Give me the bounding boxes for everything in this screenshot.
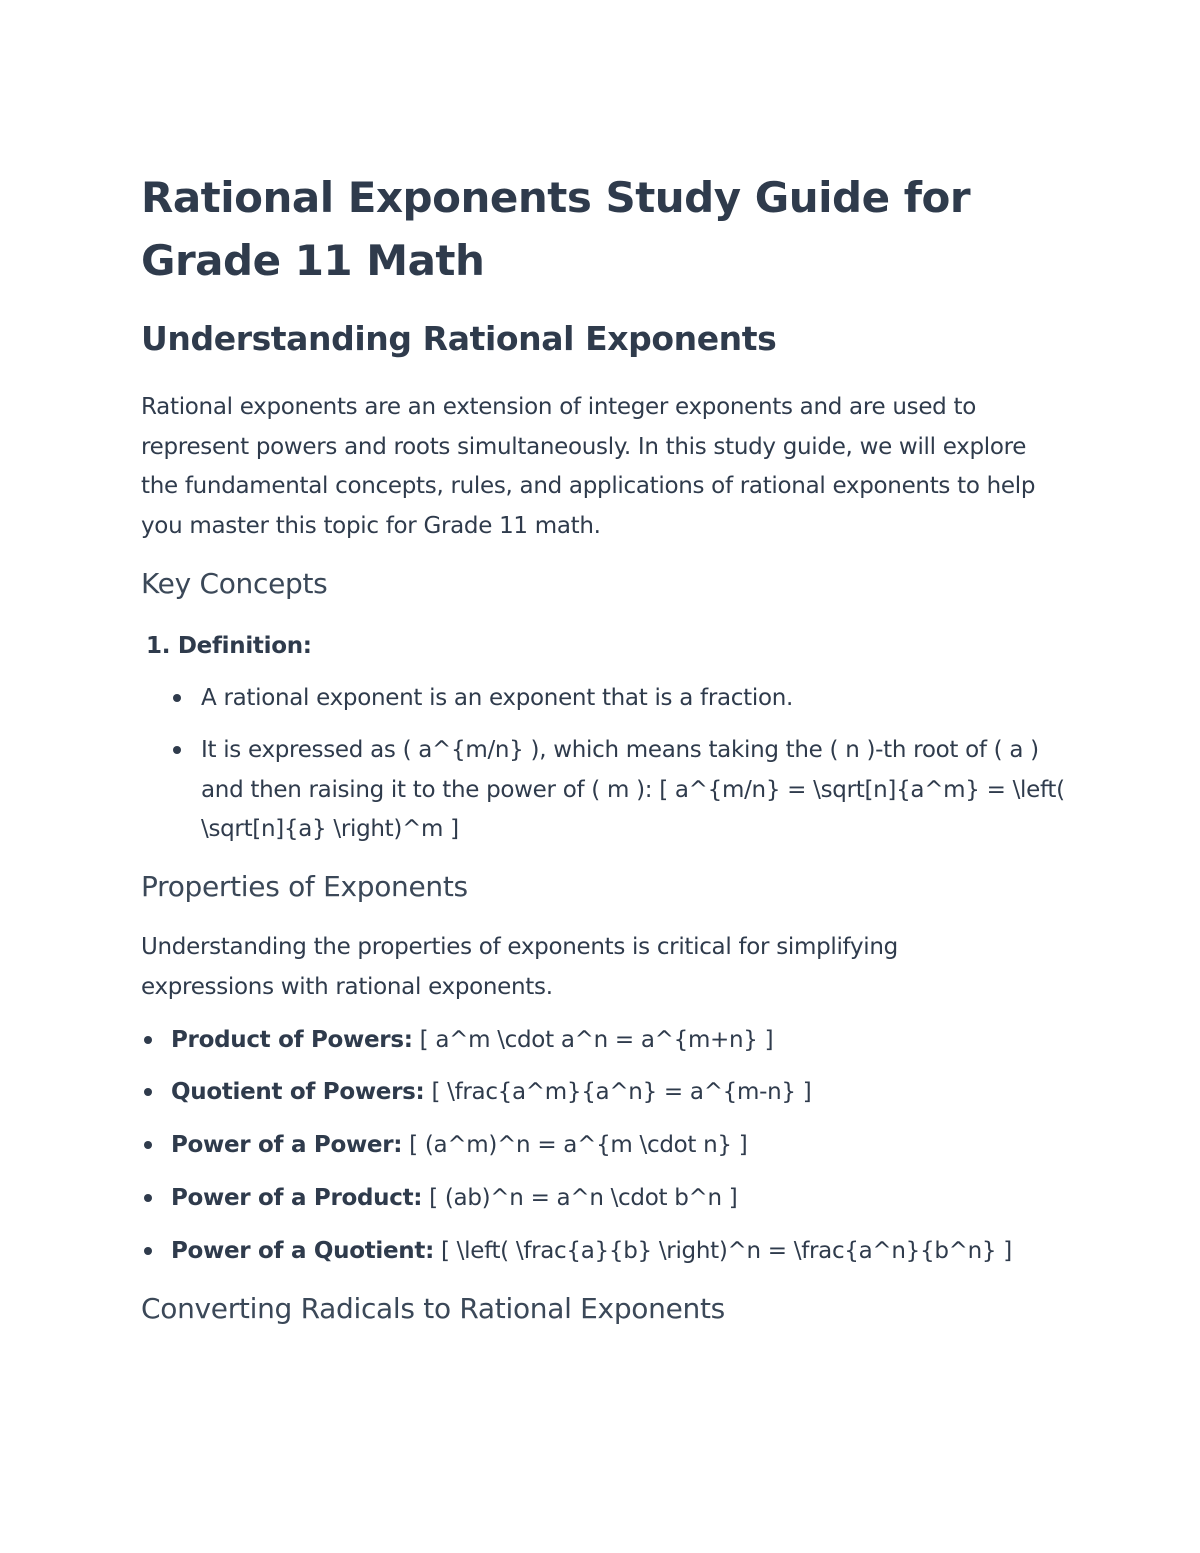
- property-item: [171, 1178, 737, 1218]
- bullet-icon: [144, 1036, 152, 1044]
- definition-label: Definition:: [177, 633, 312, 659]
- property-formula: [ \left( \frac{a}{b} \right)^n = \frac{a^n}{b^n} ]: [433, 1238, 1012, 1264]
- converting-heading: Converting Radicals to Rational Exponents: [141, 1292, 725, 1325]
- bullet-icon: [144, 1141, 152, 1149]
- bullet-icon: [173, 694, 181, 702]
- property-label: Product of Powers:: [171, 1027, 413, 1053]
- property-label: Power of a Power:: [171, 1132, 403, 1158]
- property-label: Power of a Quotient:: [171, 1238, 434, 1264]
- properties-intro: Understanding the properties of exponents is critical for simplifying expressions with rational exponents.: [141, 934, 898, 1000]
- property-formula: [ (ab)^n = a^n \cdot b^n ]: [422, 1185, 738, 1211]
- property-label: Power of a Product:: [171, 1185, 423, 1211]
- property-item: [171, 1072, 811, 1112]
- properties-heading: Properties of Exponents: [141, 870, 468, 903]
- property-formula: [ (a^m)^n = a^{m \cdot n} ]: [402, 1132, 748, 1158]
- definition-item: [146, 626, 312, 666]
- key-concepts-heading: Key Concepts: [141, 567, 328, 600]
- definition-bullet-1: A rational exponent is an exponent that is a fraction.: [201, 685, 794, 711]
- bullet-icon: [144, 1247, 152, 1255]
- bullet-icon: [144, 1088, 152, 1096]
- property-item: [171, 1125, 747, 1165]
- property-item: [171, 1020, 773, 1060]
- property-item: [171, 1231, 1012, 1271]
- definition-number: 1.: [146, 633, 171, 659]
- definition-bullet-2: It is expressed as ( a^{m/n} ), which means taking the ( n )-th root of ( a ) and then raising it to the power of ( m ): [ a^{m/n} = \sqrt[n]{a^m} = \left( \sqrt[n]{a} \right)^m ]: [201, 737, 1065, 842]
- bullet-icon: [173, 746, 181, 754]
- page-title: Rational Exponents Study Guide for Grade 11 Math: [141, 173, 971, 285]
- bullet-icon: [144, 1194, 152, 1202]
- property-formula: [ a^m \cdot a^n = a^{m+n} ]: [412, 1027, 774, 1053]
- property-label: Quotient of Powers:: [171, 1079, 425, 1105]
- section-heading: Understanding Rational Exponents: [141, 319, 777, 358]
- property-formula: [ \frac{a^m}{a^n} = a^{m-n} ]: [424, 1079, 812, 1105]
- intro-paragraph: Rational exponents are an extension of integer exponents and are used to represent powers and roots simultaneously. In this study guide, we will explore the fundamental concepts, rules, and applications of rational exponents to help you master this topic for Grade 11 math.: [141, 394, 1036, 539]
